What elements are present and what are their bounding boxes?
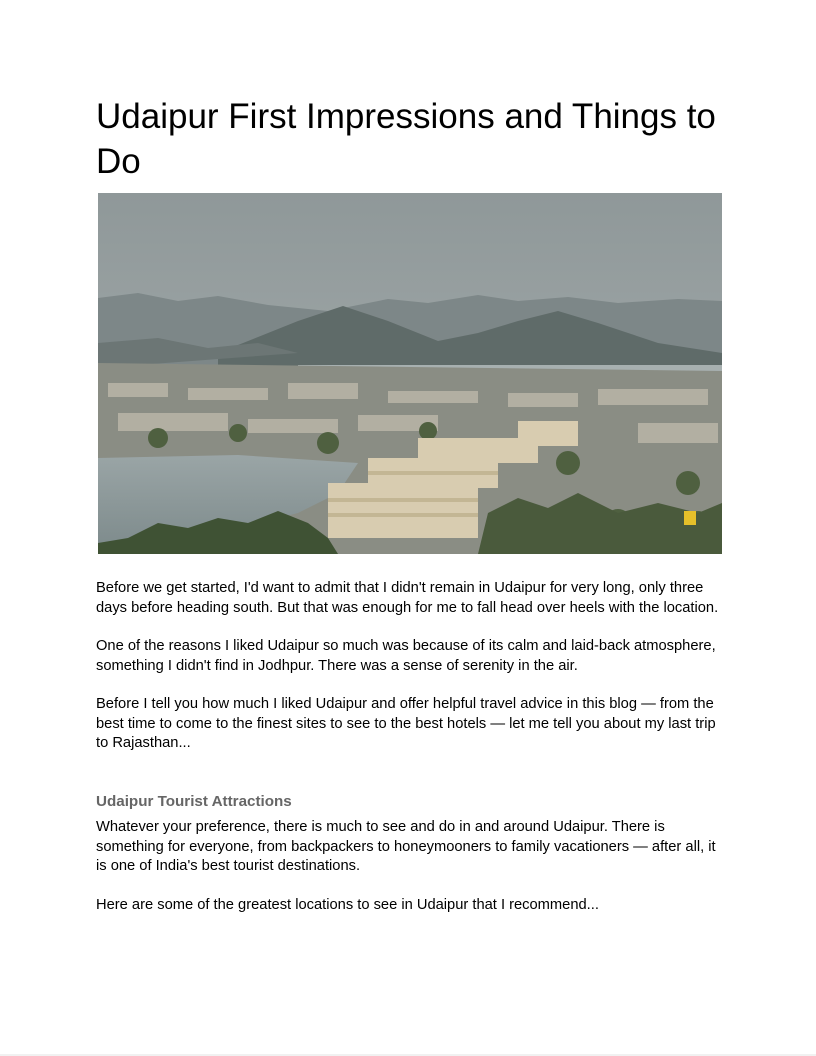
atmosphere-paragraph: One of the reasons I liked Udaipur so much was because of its calm and laid-back atmosphere, something I didn't find in Jodhpur. There was a sense of serenity in the air. <box>96 638 716 674</box>
udaipur-lake-palace-photo <box>98 193 722 554</box>
intro-paragraph: Before we get started, I'd want to admit that I didn't remain in Udaipur for very long, only three days before heading south. But that was enough for me to fall head over heels with the location. <box>96 580 719 616</box>
recommendations-paragraph: Here are some of the greatest locations to see in Udaipur that I recommend... <box>96 897 599 913</box>
section-heading: Udaipur Tourist Attractions <box>96 793 292 810</box>
section-intro-paragraph: Whatever your preference, there is much to see and do in and around Udaipur. There is something for everyone, from backpackers to honeymooners to family vacationers — after all, it is one of India's best tourist destinations. <box>96 819 716 874</box>
preview-paragraph: Before I tell you how much I liked Udaipur and offer helpful travel advice in this blog — from the best time to come to the finest sites to see to the best hotels — let me tell you about my last trip to Rajasthan... <box>96 696 716 751</box>
page-title: Udaipur First Impressions and Things to Do <box>96 97 716 181</box>
